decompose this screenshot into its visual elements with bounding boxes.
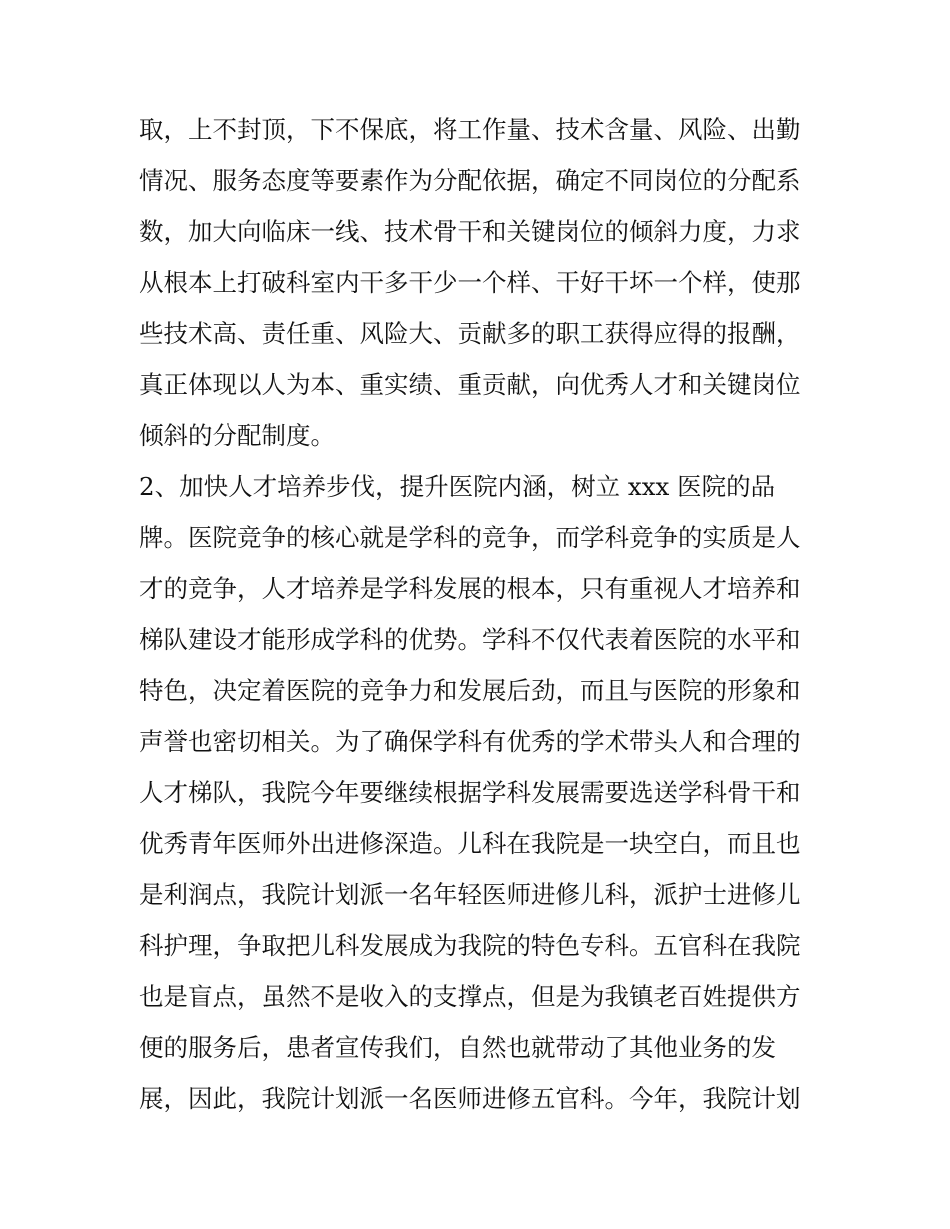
text-line: 取，上不封顶，下不保底，将工作量、技术含量、风险、出勤 bbox=[139, 115, 801, 144]
text-line: 牌。医院竞争的核心就是学科的竞争，而学科竞争的实质是人 bbox=[139, 523, 801, 552]
text-line: 情况、服务态度等要素作为分配依据，确定不同岗位的分配系 bbox=[139, 166, 801, 195]
text-line: 倾斜的分配制度。 bbox=[139, 421, 335, 450]
text-line: 些技术高、责任重、风险大、贡献多的职工获得应得的报酬， bbox=[139, 319, 801, 348]
text-line: 人才梯队，我院今年要继续根据学科发展需要选送学科骨干和 bbox=[139, 778, 801, 807]
text-line: 优秀青年医师外出进修深造。儿科在我院是一块空白，而且也 bbox=[139, 829, 801, 858]
text-line: 也是盲点，虽然不是收入的支撑点，但是为我镇老百姓提供方 bbox=[139, 982, 801, 1011]
text-line: 数，加大向临床一线、技术骨干和关键岗位的倾斜力度，力求 bbox=[139, 217, 801, 246]
text-line: 便的服务后，患者宣传我们，自然也就带动了其他业务的发 bbox=[139, 1033, 776, 1062]
text-line: 从根本上打破科室内干多干少一个样、干好干坏一个样，使那 bbox=[139, 268, 801, 297]
text-line: 真正体现以人为本、重实绩、重贡献，向优秀人才和关键岗位 bbox=[139, 370, 801, 399]
text-line: 特色，决定着医院的竞争力和发展后劲，而且与医院的形象和 bbox=[139, 676, 801, 705]
text-line: 是利润点，我院计划派一名年轻医师进修儿科，派护士进修儿 bbox=[139, 880, 801, 909]
body-text bbox=[139, 104, 819, 1124]
section-heading-line: 2、加快人才培养步伐，提升医院内涵，树立 xxx 医院的品 bbox=[139, 472, 776, 501]
text-line: 科护理，争取把儿科发展成为我院的特色专科。五官科在我院 bbox=[139, 931, 801, 960]
text-line: 梯队建设才能形成学科的优势。学科不仅代表着医院的水平和 bbox=[139, 625, 801, 654]
text-line: 声誉也密切相关。为了确保学科有优秀的学术带头人和合理的 bbox=[139, 727, 801, 756]
text-line: 才的竞争，人才培养是学科发展的根本，只有重视人才培养和 bbox=[139, 574, 801, 603]
text-line: 展，因此，我院计划派一名医师进修五官科。今年，我院计划 bbox=[139, 1084, 801, 1113]
